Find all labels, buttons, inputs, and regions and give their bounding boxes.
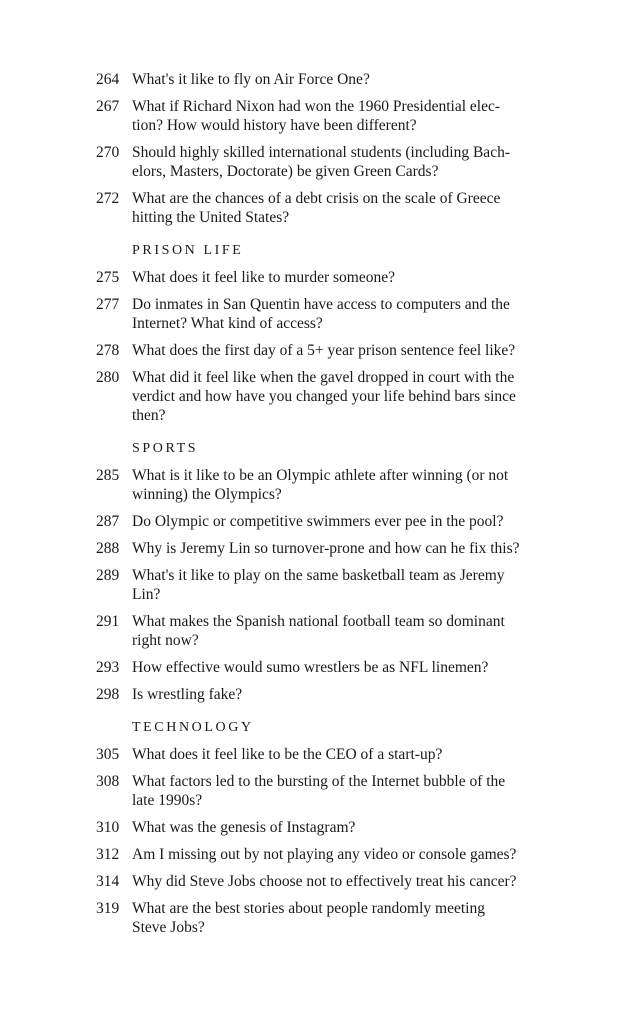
entry-line: Is wrestling fake? xyxy=(132,686,243,703)
page-number: 270 xyxy=(96,144,120,161)
page-number: 277 xyxy=(96,296,120,313)
page-number: 264 xyxy=(96,71,120,88)
contents-entry xyxy=(96,745,546,764)
page-number: 272 xyxy=(96,190,120,207)
entry-title xyxy=(132,70,546,89)
section-heading: TECHNOLOGY xyxy=(132,720,254,735)
entry-title xyxy=(132,512,546,531)
contents-entry xyxy=(96,818,546,837)
page-number: 298 xyxy=(96,686,120,703)
section-heading: PRISON LIFE xyxy=(132,243,244,258)
entry-line: What's it like to play on the same basketball team as Jeremy xyxy=(132,567,505,584)
page-number: 280 xyxy=(96,369,120,386)
entry-line: What does it feel like to be the CEO of a start-up? xyxy=(132,746,443,763)
entry-line: What makes the Spanish national football team so dominant xyxy=(132,613,505,630)
page-number: 305 xyxy=(96,746,120,763)
entry-line: Do Olympic or competitive swimmers ever pee in the pool? xyxy=(132,513,504,530)
entry-title xyxy=(132,189,546,227)
entry-line: Do inmates in San Quentin have access to computers and the xyxy=(132,296,510,313)
entry-title xyxy=(132,899,546,937)
page-number: 312 xyxy=(96,846,120,863)
contents-entry xyxy=(96,612,546,650)
entry-line: What if Richard Nixon had won the 1960 Presidential elec- xyxy=(132,98,501,115)
page-number: 291 xyxy=(96,613,120,630)
page-number: 285 xyxy=(96,467,120,484)
entry-title xyxy=(132,612,546,650)
entry-line: then? xyxy=(132,407,166,424)
contents-entry xyxy=(96,512,546,531)
entry-line: Why is Jeremy Lin so turnover-prone and how can he fix this? xyxy=(132,540,520,557)
entry-line: verdict and how have you changed your life behind bars since xyxy=(132,388,516,405)
entry-line: What did it feel like when the gavel dropped in court with the xyxy=(132,369,515,386)
entry-title xyxy=(132,845,546,864)
entry-title xyxy=(132,368,546,425)
page-number: 293 xyxy=(96,659,120,676)
entry-line: Internet? What kind of access? xyxy=(132,315,323,332)
entry-title xyxy=(132,97,546,135)
contents-entry xyxy=(96,685,546,704)
page-number: 287 xyxy=(96,513,120,530)
entry-line: What was the genesis of Instagram? xyxy=(132,819,356,836)
entry-line: What are the chances of a debt crisis on the scale of Greece xyxy=(132,190,501,207)
page-number: 308 xyxy=(96,773,120,790)
page-number: 278 xyxy=(96,342,120,359)
entry-line: right now? xyxy=(132,632,199,649)
contents-entry xyxy=(96,872,546,891)
entry-line: What's it like to fly on Air Force One? xyxy=(132,71,370,88)
entry-title xyxy=(132,341,546,360)
contents-entry xyxy=(96,189,546,227)
contents-entry xyxy=(96,772,546,810)
page-number: 310 xyxy=(96,819,120,836)
page-number: 289 xyxy=(96,567,120,584)
entry-title xyxy=(132,539,546,558)
entry-line: Should highly skilled international students (including Bach- xyxy=(132,144,510,161)
page-number: 314 xyxy=(96,873,120,890)
entry-line: hitting the United States? xyxy=(132,209,290,226)
contents-entry xyxy=(96,845,546,864)
entry-line: What factors led to the bursting of the Internet bubble of the xyxy=(132,773,506,790)
contents-entry xyxy=(96,539,546,558)
entry-line: Am I missing out by not playing any video or console games? xyxy=(132,846,517,863)
entry-title xyxy=(132,295,546,333)
page-number: 267 xyxy=(96,98,120,115)
page-number: 288 xyxy=(96,540,120,557)
contents-entry xyxy=(96,658,546,677)
entry-title xyxy=(132,685,546,704)
page-number: 319 xyxy=(96,900,120,917)
entry-title xyxy=(132,818,546,837)
contents-entry xyxy=(96,899,546,937)
contents-entry xyxy=(96,97,546,135)
contents-entry xyxy=(96,70,546,89)
contents-entry xyxy=(96,368,546,425)
contents-entry xyxy=(96,341,546,360)
entry-line: How effective would sumo wrestlers be as NFL linemen? xyxy=(132,659,489,676)
contents-entry xyxy=(96,466,546,504)
entry-title xyxy=(132,658,546,677)
contents-page xyxy=(96,70,546,945)
entry-line: tion? How would history have been different? xyxy=(132,117,417,134)
entry-line: elors, Masters, Doctorate) be given Green Cards? xyxy=(132,163,439,180)
contents-entry xyxy=(96,143,546,181)
entry-line: Lin? xyxy=(132,586,161,603)
entry-line: What is it like to be an Olympic athlete after winning (or not xyxy=(132,467,509,484)
entry-title xyxy=(132,745,546,764)
entry-line: winning) the Olympics? xyxy=(132,486,282,503)
entry-line: What does it feel like to murder someone? xyxy=(132,269,395,286)
entry-title xyxy=(132,143,546,181)
entry-line: Why did Steve Jobs choose not to effectively treat his cancer? xyxy=(132,873,517,890)
entry-title xyxy=(132,466,546,504)
contents-entry xyxy=(96,268,546,287)
entry-title xyxy=(132,872,546,891)
entry-line: Steve Jobs? xyxy=(132,919,205,936)
entry-title xyxy=(132,772,546,810)
entry-title xyxy=(132,566,546,604)
entry-line: late 1990s? xyxy=(132,792,203,809)
contents-entry xyxy=(96,295,546,333)
contents-entry xyxy=(96,566,546,604)
section-heading: SPORTS xyxy=(132,441,199,456)
entry-title xyxy=(132,268,546,287)
entry-line: What are the best stories about people randomly meeting xyxy=(132,900,485,917)
entry-line: What does the first day of a 5+ year prison sentence feel like? xyxy=(132,342,516,359)
page-number: 275 xyxy=(96,269,120,286)
